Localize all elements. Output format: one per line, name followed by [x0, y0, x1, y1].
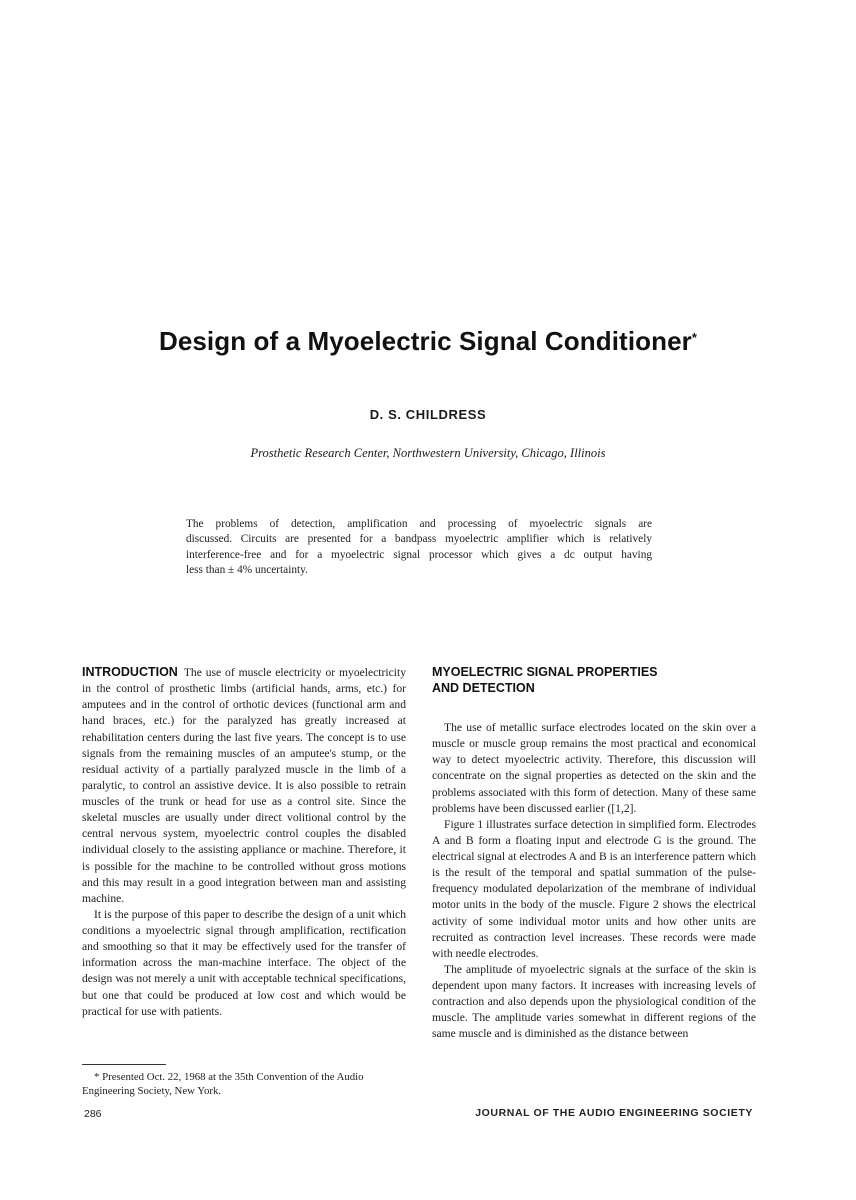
section-paragraph-3: The amplitude of myoelectric signals at the surface of the skin is dependent upon many factors. It increases with increasing levels of contraction and also depends upon the physiological condition of the muscle. The amplitude varies somewhat in different regions of the same muscle and is diminished as the distance between	[432, 962, 756, 1041]
intro-heading: INTRODUCTION	[82, 665, 178, 679]
footnote-rule	[82, 1064, 166, 1065]
title-footnote-mark: *	[691, 330, 698, 345]
section-heading-line-1: MYOELECTRIC SIGNAL PROPERTIES	[432, 665, 658, 679]
section-heading	[432, 664, 756, 696]
footnote: * Presented Oct. 22, 1968 at the 35th Convention of the Audio Engineering Society, New York.	[82, 1071, 364, 1097]
intro-paragraph-1	[82, 664, 406, 907]
intro-paragraph-2: It is the purpose of this paper to describe the design of a unit which conditions a myoelectric signal through amplification, rectification and smoothing so that it may be effectively used for the transfer of information across the man-machine interface. The object of the design was not merely a unit with acceptable technical specifications, but one that could be produced at low cost and which would be practical for use with patients.	[82, 907, 406, 1018]
journal-name: JOURNAL OF THE AUDIO ENGINEERING SOCIETY	[475, 1107, 753, 1119]
section-paragraph-2: Figure 1 illustrates surface detection in simplified form. Electrodes A and B form a floating input and electrode G is the ground. The electrical signal at electrodes A and B is an interference pattern which is the result of the temporal and spatial summation of the pulse-frequency modulated depolarization of the membrane of individual motor units in the body of the muscle. Figure 2 shows the electrical activity of some individual motor units and how other units are recruited as contraction level increases. These records were made with needle electrodes.	[432, 817, 756, 960]
section-paragraph-1: The use of metallic surface electrodes located on the skin over a muscle or muscle group remains the most practical and economical way to detect myoelectric activity. Therefore, this discussion will concentrate on the signal properties as detected on the skin and the problems associated with this form of detection. Many of these same problems have been discussed earlier ([1,2].	[432, 721, 756, 815]
author-name: D. S. CHILDRESS	[369, 407, 487, 422]
abstract	[186, 517, 652, 578]
left-column	[82, 664, 406, 1020]
abstract-line: discussed. Circuits are presented for a bandpass myoelectric amplifier which is relatively	[186, 533, 652, 546]
abstract-line: The problems of detection, amplification and processing of myoelectric signals are	[186, 518, 652, 530]
author-affiliation: Prosthetic Research Center, Northwestern University, Chicago, Illinois	[250, 446, 606, 460]
title-text: Design of a Myoelectric Signal Conditioner	[158, 326, 692, 356]
right-column	[432, 664, 756, 1043]
paper-title	[0, 326, 856, 357]
abstract-line: interference-free and for a myoelectric signal processor which gives a dc output having	[186, 548, 652, 561]
abstract-line: less than ± 4% uncertainty.	[186, 563, 308, 576]
section-heading-line-2: AND DETECTION	[432, 681, 535, 695]
intro-paragraph-1-text: The use of muscle electricity or myoelectricity in the control of prosthetic limbs (artificial hands, arms, etc.) for amputees and in the control of orthotic devices (functional arm and hand braces, etc.) for the paralyzed has greatly increased at rehabilitation centers during the last five years. The concept is to use signals from the remaining muscles of an amputee's stump, or the residual activity of a partially paralyzed muscle in the limb of a paralytic, to control an assistive device. It is also possible to retrain muscles of the trunk or head for use as a control site. Since the skeletal muscles are usually under direct volitional control by the central nervous system, myoelectric control couples the disabled individual closely to the assisting appliance or machine. Therefore, it is possible for the machine to be controlled without gross motions and this may result in a good integration between man and assisting machine.	[82, 666, 406, 905]
page-number: 286	[84, 1108, 102, 1120]
